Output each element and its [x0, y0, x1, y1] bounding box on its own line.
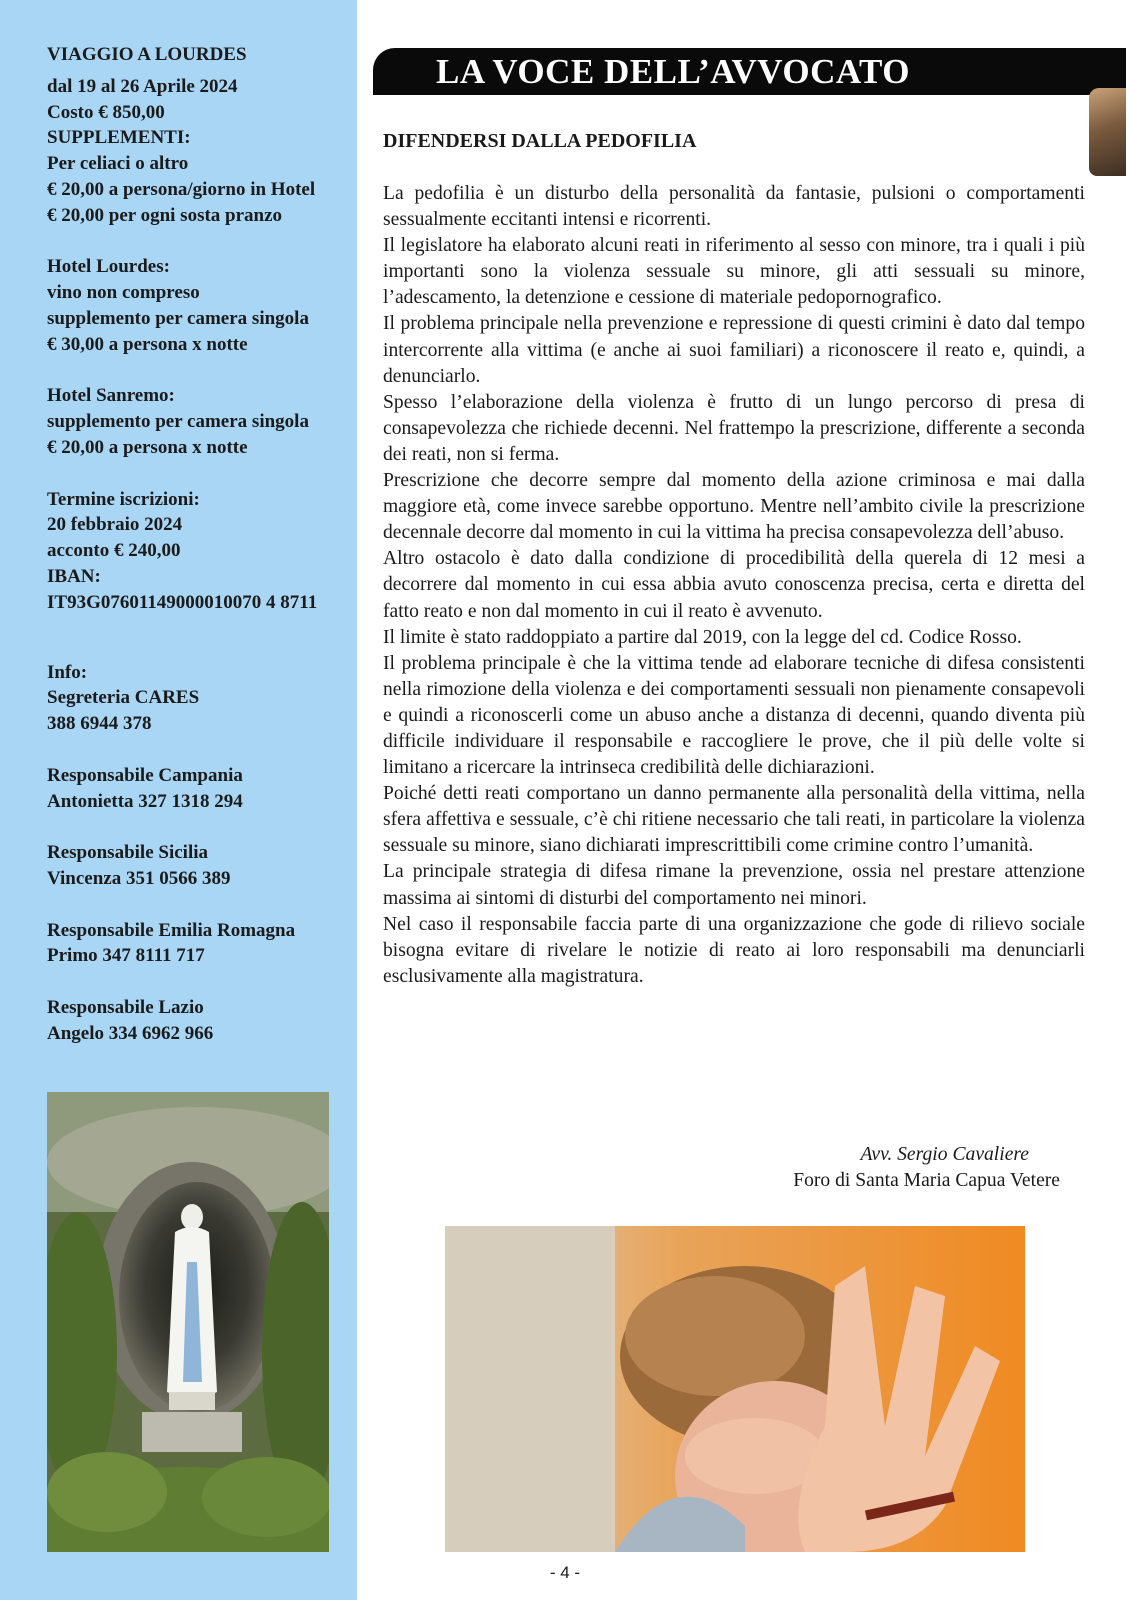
section-title: LA VOCE DELL’AVVOCATO — [436, 52, 910, 91]
trip-line: Costo € 850,00 — [47, 101, 165, 123]
article-paragraph: Il legislatore ha elaborato alcuni reati in riferimento al sesso con minore, tra i quali i più importanti sono la violenza sessuale su minore, gli atti sessuali su minore, l’adescamento, la detenzione e cessione di materiale pedopornografico. — [383, 235, 1085, 309]
trip-title: VIAGGIO A LOURDES — [47, 44, 247, 65]
grotto-illustration — [47, 1092, 329, 1552]
header-photo-crop — [1089, 88, 1126, 176]
registration-line: IBAN: — [47, 565, 101, 587]
registration-line: Termine iscrizioni: — [47, 488, 200, 510]
article-paragraph: Il problema principale è che la vittima tende ad elaborare tecniche di difesa consistenti nella rimozione della violenza e dei comportamenti sessuali non pienamente consapevoli e quindi a riconoscerli come un abuso anche a distanza di decenni, quando diventa più difficile individuare il responsabile e raccogliere le prove, che il più delle volte si limitano a ricercare la intrinseca credibilità delle dichiarazioni. — [383, 652, 1085, 779]
lourdes-grotto-photo — [47, 1092, 329, 1552]
hotel-lourdes-line: vino non compreso — [47, 282, 200, 304]
article-paragraph: La principale strategia di difesa rimane la prevenzione, ossia nel prestare attenzione massima ai sintomi di disturbi del comportamento nei minori. — [383, 861, 1085, 909]
article-paragraph: Poiché detti reati comportano un danno permanente alla personalità della vittima, nella sfera affettiva e sessuale, c’è chi ritiene necessario che tali reati, in particolare la violenza sessuale su minore, siano dichiarati imprescrittibili come crimine contro l’umanità. — [383, 783, 1085, 857]
contact-campania-phone: Antonietta 327 1318 294 — [47, 790, 243, 812]
trip-line: € 20,00 a persona/giorno in Hotel — [47, 178, 316, 200]
registration-line: 20 febbraio 2024 — [47, 514, 183, 536]
article-paragraph: Il problema principale nella prevenzione e repressione di questi crimini è dato dal tempo intercorrente alla vittima (e anche ai suoi familiari) a riconoscere il reato e, quindi, a denunciarlo. — [383, 313, 1085, 387]
hotel-lourdes-line: € 30,00 a persona x notte — [47, 333, 248, 355]
iban-value: IT93G07601149000010070 4 8711 — [47, 591, 318, 613]
info-phone: 388 6944 378 — [47, 713, 152, 735]
article-paragraph: Il limite è stato raddoppiato a partire dal 2019, con la legge del cd. Codice Rosso. — [383, 626, 1022, 648]
contact-sicilia-role: Responsabile Sicilia — [47, 842, 208, 864]
contact-emilia-role: Responsabile Emilia Romagna — [47, 919, 296, 941]
trip-line: Per celiaci o altro — [47, 153, 189, 175]
hotel-lourdes-line: Hotel Lourdes: — [47, 256, 170, 278]
article-paragraph: Spesso l’elaborazione della violenza è frutto di un lungo percorso di presa di consapevolezza che richiede decenni. Nel frattempo la prescrizione, differente a seconda dei reati, non si ferma. — [383, 391, 1085, 465]
article-paragraph: La pedofilia è un disturbo della personalità da fantasie, pulsioni o comportamenti sessualmente eccitanti intensi e ricorrenti. — [383, 183, 1085, 231]
trip-line: dal 19 al 26 Aprile 2024 — [47, 75, 238, 97]
contact-lazio-role: Responsabile Lazio — [47, 996, 204, 1018]
hotel-sanremo-line: supplemento per camera singola — [47, 411, 309, 433]
trip-info — [47, 42, 357, 1046]
article-body — [383, 181, 1085, 990]
contact-sicilia-phone: Vincenza 351 0566 389 — [47, 867, 231, 889]
info-line: Info: — [47, 661, 88, 683]
article-paragraph: Prescrizione che decorre sempre dal momento della azione criminosa e mai dalla maggiore età, come invece sarebbe opportuno. Mentre nell’ambito civile la prescrizione decennale decorre dal momento in cui la vittima ha precisa consapevolezza dell’abuso. — [383, 470, 1085, 544]
article-paragraph: Altro ostacolo è dato dalla condizione di procedibilità della querela di 12 mesi a decorrere dal momento in cui essa abbia avuto conoscenza precisa, certa e diretta del fatto reato e non dal momento in cui il reato è avvenuto. — [383, 548, 1085, 622]
trip-line: € 20,00 per ogni sosta pranzo — [47, 204, 283, 226]
child-hands-photo — [445, 1226, 1025, 1552]
article-heading: DIFENDERSI DALLA PEDOFILIA — [383, 130, 697, 152]
author-signature: Avv. Sergio Cavaliere — [860, 1144, 1029, 1165]
info-line: Segreteria CARES — [47, 687, 200, 709]
sidebar-panel — [0, 0, 357, 1600]
contact-campania-role: Responsabile Campania — [47, 764, 243, 786]
contact-lazio-phone: Angelo 334 6962 966 — [47, 1022, 214, 1044]
contact-emilia-phone: Primo 347 8111 717 — [47, 945, 205, 967]
hotel-sanremo-line: € 20,00 a persona x notte — [47, 436, 248, 458]
page-number: - 4 - — [549, 1563, 581, 1582]
hotel-lourdes-line: supplemento per camera singola — [47, 307, 309, 329]
author-court: Foro di Santa Maria Capua Vetere — [793, 1170, 1060, 1191]
registration-line: acconto € 240,00 — [47, 540, 181, 562]
trip-line: SUPPLEMENTI: — [47, 127, 191, 149]
article-paragraph: Nel caso il responsabile faccia parte di una organizzazione che gode di rilievo sociale bisogna evitare di rivelare le notizie di reato ai loro responsabili ma denunciarli esclusivamente alla magistratura. — [383, 913, 1085, 987]
hotel-sanremo-line: Hotel Sanremo: — [47, 385, 175, 407]
child-illustration — [445, 1226, 1025, 1552]
